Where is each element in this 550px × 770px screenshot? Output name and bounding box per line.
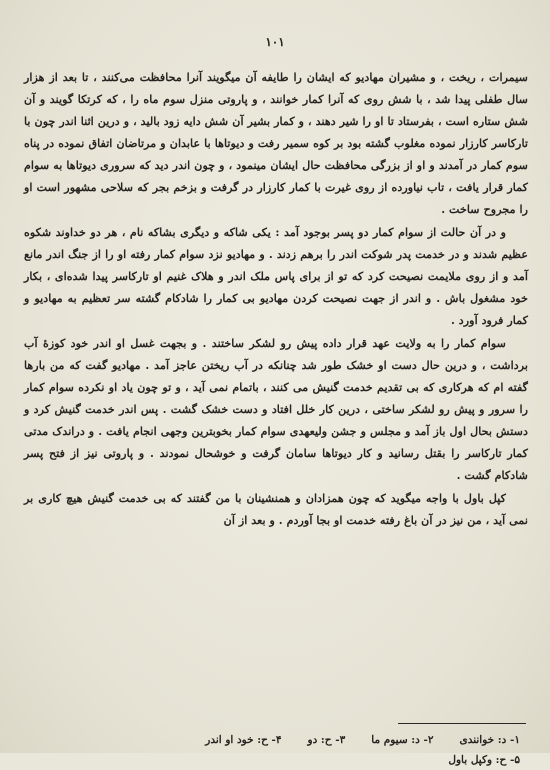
footnote-2: ۲- د: سیوم ما (371, 734, 434, 746)
paragraph-2: و در آن حالت از سوام کمار دو پسر بوجود آمد : یکی شاکه و دیگری بشاکه نام ، هر دو خداوند شکوه عظیم شدند و در خدمت پدر شوکت اندر را برهم زدند . و مهادیو نزد سوام کمار رفته او را از جنگ اندر مانع آمد و از روی ملایمت نصیحت کرد که تو از برای پاس ملک اندر و هلاک غنیم او تارکاسر پیدا شده‌ای ، بکار خود مشغول باش . و اندر از جهت نصیحت کردن مهادیو بی کمار را شادکام گشته سر تعظیم به مهادیو و کمار فرود آورد . (24, 225, 528, 327)
footnote-3: ۳- ح: دو (307, 734, 346, 746)
page-number: ۱۰۱ (265, 35, 285, 49)
paragraph-1: سیمرات ، ریخت ، و مشیران مهادیو که ایشان را طایفه آن میگویند آنرا محافظت می‌کنند ، تا بعد از هزار سال طفلی پیدا شد ، با شش روی که آنرا کمار خوانند ، و پاروتی منزل سوم ماه را ، که کرتکا گویند و آن شش ستاره است ، بفرستاد تا او را شیر دهند ، و کمار بشیر آن شش دایه زود بالید ، و درین اثنا اندر چون با تارکاسر کارزار نموده مغلوب گشته بود بر کوه سمیر رفت و دیوتاها با عابدان و مرتاضان اتفاق نموده در پناه سوم کمار در آمدند و او از بزرگی محافظت حال ایشان مینمود ، و چون اندر دید که سروری دیوتاها به سوام کمار قرار یافت ، تاب نیاورده از روی غیرت با کمار کارزار در گرفت و بزخم بجر که سلاحی مشهور است او را مجروح ساخت . (24, 70, 528, 216)
footnote-row (40, 750, 520, 770)
body-text (24, 66, 528, 532)
footnote-5: ۵- ح: وکپل باول (448, 754, 520, 766)
paragraph-3: سوام کمار را به ولایت عهد قرار داده پیش رو لشکر ساختند . و بجهت غسل او اندر خود کوزهٔ آب برداشت ، و درین حال دست او خشک طور شد چنانکه در آب ریختن عاجز آمد . مهادیو گفت که من بارها گفته ام که هرکاری که بی تقدیم خدمت گنیش می کنند ، باتمام نمی آید ، و تو چون یاد او نکرده سوام کمار را سرور و پیش رو لشکر ساختی ، درین کار خلل افتاد و دست خشک گشت . پس اندر خدمت گنیش کرد و دستش بحال اول باز آمد و مجلس و جشن ولیعهدی سوام کمار بخوبترین وجهی انجام یافت . و دراندک مدتی کمار تارکاسر را بقتل رسانید و کار دیوتاها سامان گرفت و خوشحال نمودند . و پاروتی نیز از فتح پسر شادکام گشت . (24, 336, 528, 482)
footnote-divider (398, 723, 526, 724)
paragraph-4: کپل باول با واجه میگوید که چون همزادان و همنشینان با من گفتند که بی خدمت گنیش هیچ کاری بر نمی آید ، من نیز در آن باغ رفته خدمت او بجا آوردم . و بعد از آن (24, 491, 528, 527)
footnote-4: ۴- ح: خود او اندر (205, 734, 282, 746)
footnote-1: ۱- د: خوانندی (459, 734, 520, 746)
footnote-row (40, 730, 520, 750)
footnotes (40, 730, 520, 770)
